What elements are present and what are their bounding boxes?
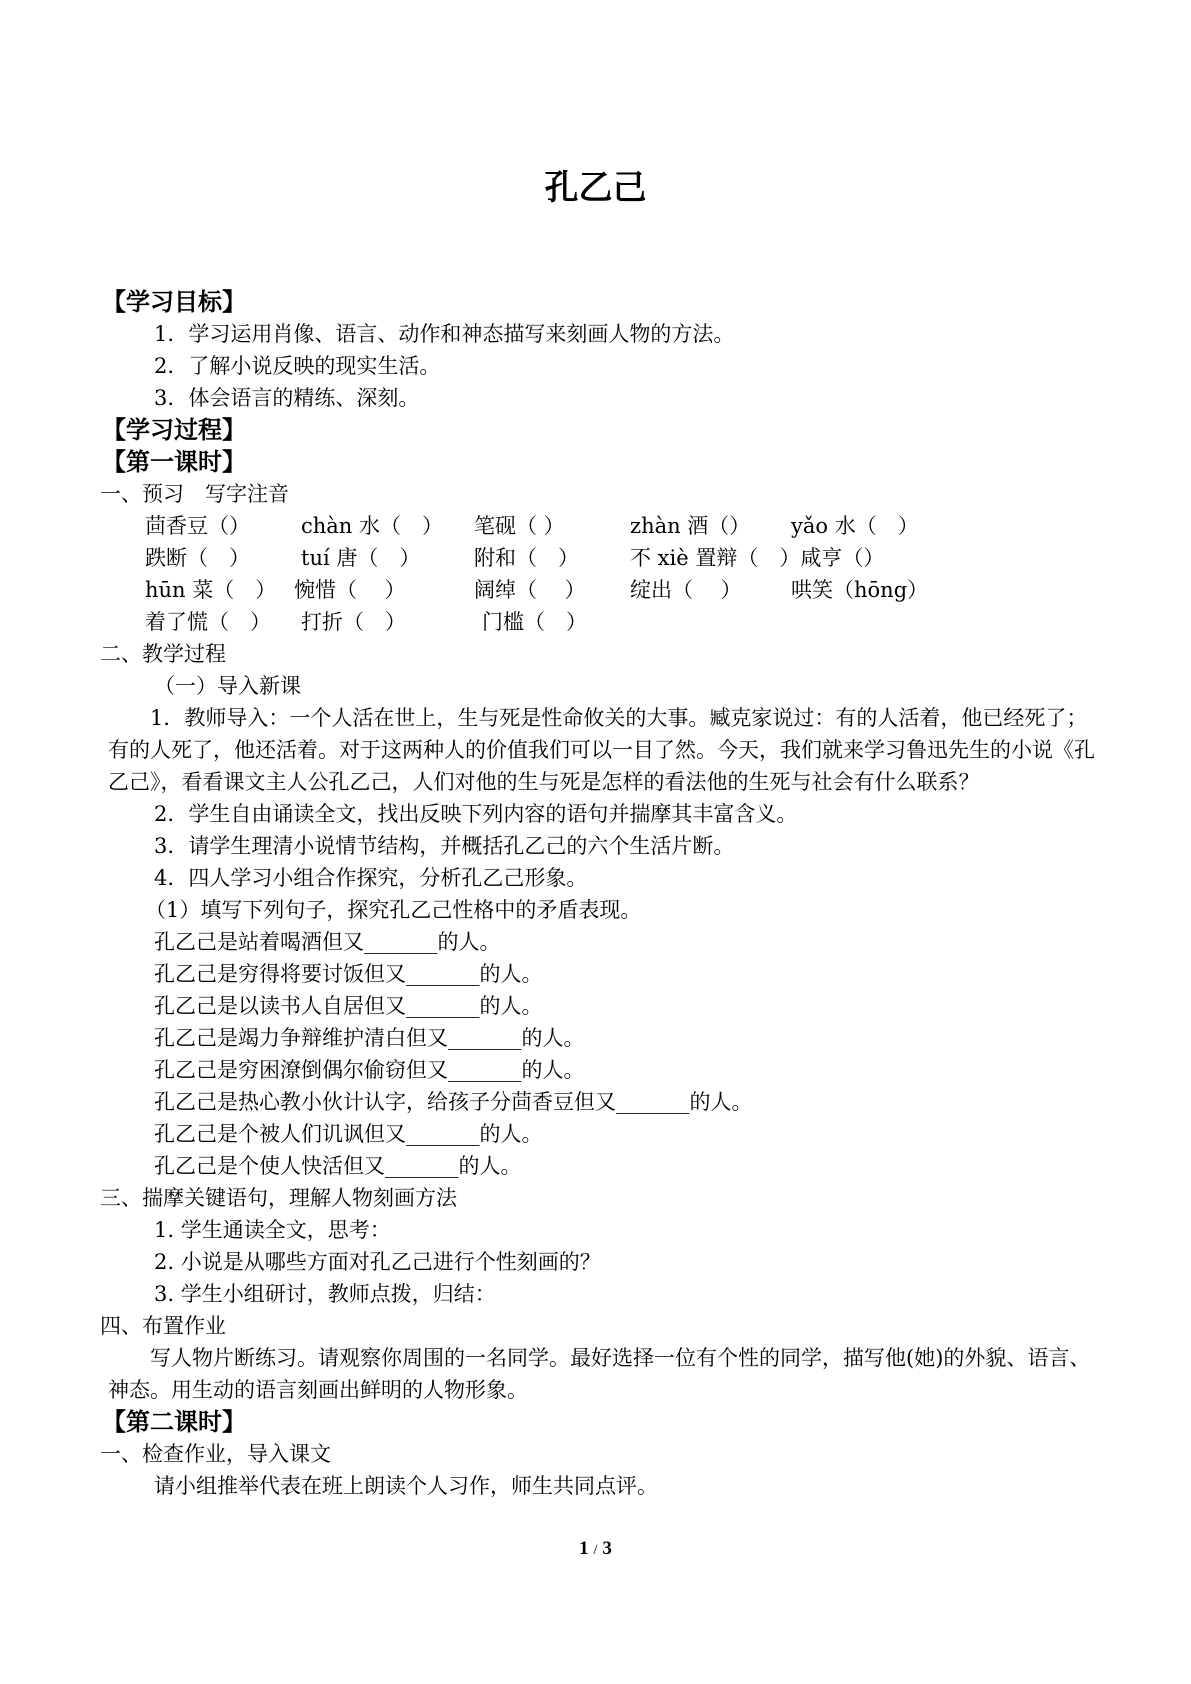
part3-item: 2. 小说是从哪些方面对孔乙己进行个性刻画的？: [154, 1250, 601, 1274]
pinyin-cell: 阔绰（ ）: [474, 578, 586, 602]
goal-item: 1．学习运用肖像、语言、动作和神态描写来刻画人物的方法。: [154, 322, 735, 346]
homework-paragraph: 写人物片断练习。请观察你周围的一名同学。最好选择一位有个性的同学，描写他(她)的外貌、语言、神态。用生动的语言刻画出鲜明的人物形象。: [108, 1346, 1091, 1402]
fill-line: 孔乙己是个被人们讥讽但又_______的人。: [154, 1122, 543, 1146]
step-item: 3．请学生理清小说情节结构，并概括孔乙己的六个生活片断。: [154, 834, 735, 858]
fill-line: 孔乙己是热心教小伙计认字，给孩子分茴香豆但又_______的人。: [154, 1090, 753, 1114]
fill-line: 孔乙己是竭力争辩维护清白但又_______的人。: [154, 1026, 585, 1050]
intro-paragraph: 1．教师导入：一个人活在世上，生与死是性命攸关的大事。臧克家说过：有的人活着，他已经死了；有的人死了，他还活着。对于这两种人的价值我们可以一目了然。今天，我们就来学习鲁迅先生的小说《孔乙己》，看看课文主人公孔乙己，人们对他的生与死是怎样的看法他的生死与社会有什么联系？: [108, 706, 1095, 794]
pinyin-cell: 惋惜（ ）: [294, 578, 406, 602]
fill-line: 孔乙己是个使人快活但又_______的人。: [154, 1154, 522, 1178]
pinyin-cell: 不 xiè 置辩（ ）咸亨（）: [630, 546, 885, 570]
step-item: 2．学生自由诵读全文，找出反映下列内容的语句并揣摩其丰富含义。: [154, 802, 798, 826]
heading-teaching: 二、教学过程: [100, 642, 226, 666]
heading-part4: 四、布置作业: [100, 1314, 226, 1338]
pinyin-cell: 哄笑（hōng）: [791, 578, 929, 602]
total-pages: 3: [602, 1538, 612, 1559]
pinyin-cell: yǎo 水（ ）: [791, 514, 919, 538]
pinyin-row: [108, 510, 1103, 542]
part3-item: 1. 学生通读全文，思考：: [154, 1218, 391, 1242]
page-separator: /: [593, 1542, 598, 1558]
pinyin-row: [108, 606, 1103, 638]
fill-line: 孔乙己是站着喝酒但又_______的人。: [154, 930, 501, 954]
pinyin-cell: 附和（ ）: [474, 546, 579, 570]
fill-heading: （1）填写下列句子，探究孔乙己性格中的矛盾表现。: [145, 898, 642, 922]
page-number: [0, 1538, 1191, 1560]
fill-line: 孔乙己是以读书人自居但又_______的人。: [154, 994, 543, 1018]
step-item: 4．四人学习小组合作探究，分析孔乙己形象。: [154, 866, 588, 890]
heading-lesson2-part1: 一、检查作业，导入课文: [100, 1442, 331, 1466]
pinyin-cell: 跌断（ ）: [145, 546, 250, 570]
pinyin-cell: chàn 水（ ）: [301, 514, 444, 538]
document-title: 孔乙己: [544, 168, 647, 208]
pinyin-row: [108, 542, 1103, 574]
pinyin-cell: zhàn 酒（）: [630, 514, 751, 538]
pinyin-cell: 笔砚（ ）: [474, 514, 565, 538]
heading-preview: 一、预习 写字注音: [100, 482, 289, 506]
pinyin-cell: 着了慌（ ）: [145, 610, 271, 634]
pinyin-cell: 打折（ ）: [301, 610, 406, 634]
pinyin-cell: 茴香豆（）: [145, 514, 250, 538]
pinyin-cell: hūn 菜（ ）: [145, 578, 277, 602]
pinyin-cell: 绽出（ ）: [630, 578, 742, 602]
heading-goals: 【学习目标】: [102, 288, 246, 316]
pinyin-cell: tuí 唐（ ）: [301, 546, 421, 570]
pinyin-cell: 门槛（ ）: [482, 610, 587, 634]
pinyin-row: [108, 574, 1103, 606]
goal-item: 3．体会语言的精练、深刻。: [154, 386, 420, 410]
heading-lesson2: 【第二课时】: [102, 1408, 246, 1436]
heading-process: 【学习过程】: [102, 416, 246, 444]
heading-part3: 三、揣摩关键语句，理解人物刻画方法: [100, 1186, 457, 1210]
current-page: 1: [579, 1538, 589, 1559]
lesson2-part1-text: 请小组推举代表在班上朗读个人习作，师生共同点评。: [154, 1474, 658, 1498]
fill-line: 孔乙己是穷困潦倒偶尔偷窃但又_______的人。: [154, 1058, 585, 1082]
fill-line: 孔乙己是穷得将要讨饭但又_______的人。: [154, 962, 543, 986]
goal-item: 2．了解小说反映的现实生活。: [154, 354, 441, 378]
subheading-intro: （一）导入新课: [154, 674, 301, 698]
part3-item: 3. 学生小组研讨，教师点拨，归结：: [154, 1282, 496, 1306]
heading-lesson1: 【第一课时】: [102, 448, 246, 476]
document-body: [100, 286, 1103, 1502]
